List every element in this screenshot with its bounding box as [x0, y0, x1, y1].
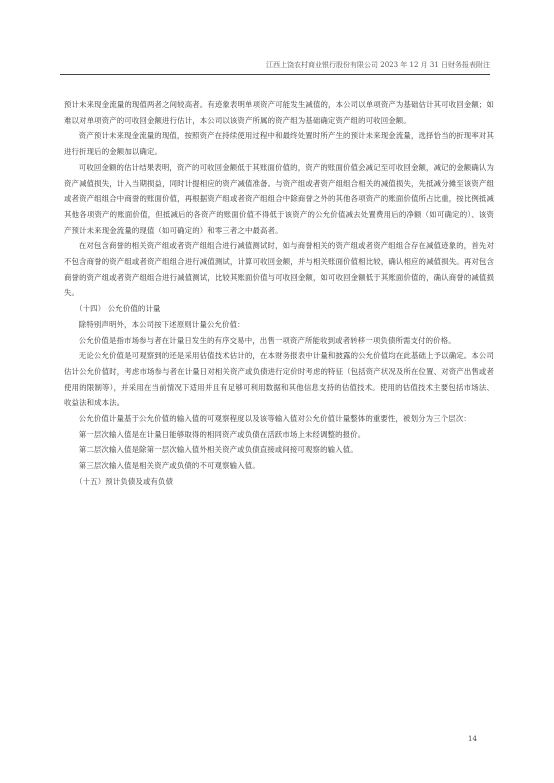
body-paragraph: 第三层次输入值是相关资产或负债的不可观察输入值。	[78, 461, 260, 471]
body-paragraph: 在对包含商誉的相关资产组或者资产组组合进行减值测试时，如与商誉相关的资产组或者资产组组合存在减值迹象的，首先对不包含商誉的资产组或者资产组组合进行减值测试，计算可收回金额，并与相关账面价值相比较，确认相应的减值损失。再对包含商誉的资产组或者资产组组合进行减值测试，比较其账面价值与可收回金额，如可收回金额低于其账面价值的，确认商誉的减值损失。	[64, 241, 494, 298]
body-paragraph: 无论公允价值是可观察到的还是采用估值技术估计的，在本财务报表中计量和披露的公允价值均在此基础上予以确定。本公司估计公允价值时，考虑市场参与者在计量日对相关资产或负债进行定价时考虑的特征（包括资产状况及所在位置、对资产出售或者使用的限制等），并采用在当前情况下适用并且有足够可利用数据和其他信息支持的估值技术。使用的估值技术主要包括市场法、收益法和成本法。	[64, 351, 494, 408]
body-paragraph: 公允价值是指市场参与者在计量日发生的有序交易中，出售一项资产所能收到或者转移一项负债所需支付的价格。	[78, 335, 456, 345]
page-number: 14	[468, 735, 477, 743]
body-paragraph: 可收回金额的估计结果表明，资产的可收回金额低于其账面价值的，资产的账面价值会减记至可收回金额，减记的金额确认为资产减值损失，计入当期损益，同时计提相应的资产减值准备。与资产组或者资产组组合相关的减值损失，先抵减分摊至该资产组或者资产组组合中商誉的账面价值，再根据资产组或者资产组组合中除商誉之外的其他各项资产的账面价值所占比重，按比例抵减其他各项资产的账面价值，但抵减后的各资产的账面价值不得低于该资产的公允价值减去处置费用后的净额（如可确定的）、该资产预计未来现金流量的现值（如可确定的）和零三者之中最高者。	[64, 162, 494, 235]
running-header: 江西上饶农村商业银行股份有限公司 2023 年 12 月 31 日财务报表附注	[60, 58, 490, 75]
section-heading: （十四） 公允价值的计量	[75, 304, 161, 314]
document-body	[64, 97, 494, 490]
body-paragraph: 第二层次输入值是除第一层次输入值外相关资产或负债直接或间接可观察的输入值。	[78, 445, 358, 455]
section-heading: （十五）预计负债及或有负债	[75, 476, 174, 486]
body-paragraph: 资产预计未来现金流量的现值，按照资产在持续使用过程中和最终处置时所产生的预计未来现金流量，选择恰当的折现率对其进行折现后的金额加以确定。	[64, 131, 494, 157]
body-paragraph: 公允价值计量基于公允价值的输入值的可观察程度以及该等输入值对公允价值计量整体的重要性，被划分为三个层次：	[78, 414, 471, 424]
body-paragraph: 预计未来现金流量的现值两者之间较高者。有迹象表明单项资产可能发生减值的，本公司以单项资产为基础估计其可收回金额；如难以对单项资产的可收回金额进行估计，本公司以该资产所属的资产组为基础确定资产组的可收回金额。	[64, 100, 494, 125]
body-paragraph: 除特别声明外，本公司按下述原则计量公允价值：	[78, 319, 245, 329]
body-paragraph: 第一层次输入值是在计量日能够取得的相同资产或负债在活跃市场上未经调整的报价。	[78, 429, 366, 439]
